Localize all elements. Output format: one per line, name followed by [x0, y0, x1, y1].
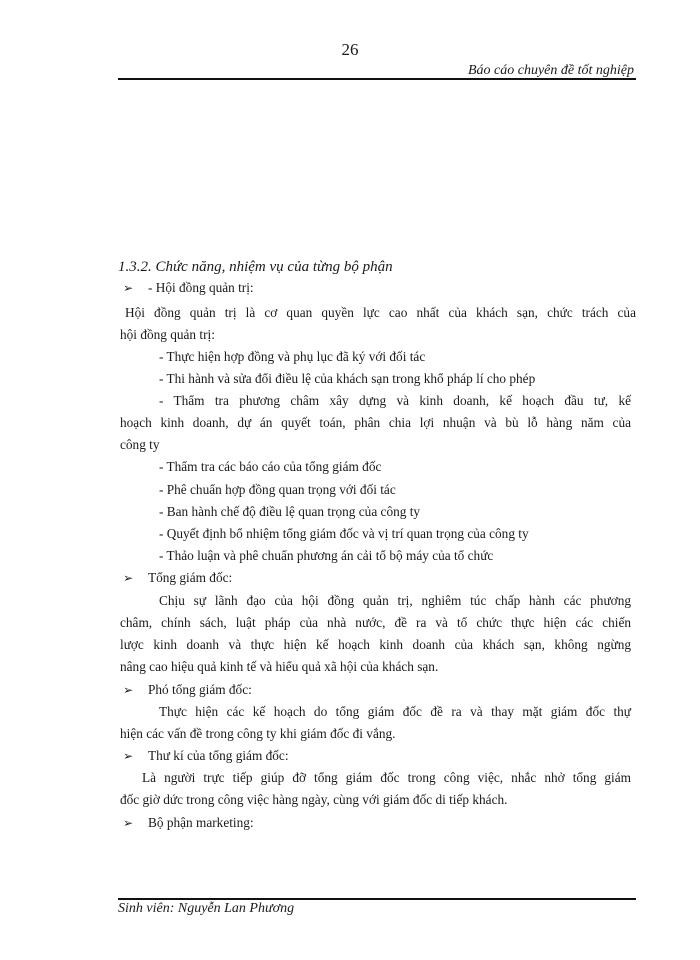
- list-item: - Phê chuẩn hợp đồng quan trọng với đối tác: [159, 482, 396, 497]
- footer-author: Sinh viên: Nguyễn Lan Phương: [118, 901, 295, 916]
- section-heading: 1.3.2. Chức năng, nhiệm vụ của từng bộ phận: [118, 259, 393, 275]
- bullet-arrow-icon: ➢: [123, 816, 134, 830]
- bullet-label: Phó tổng giám đốc:: [148, 682, 252, 697]
- list-item: - Thẩm tra phương châm xây dựng và kinh doanh, kế hoạch đầu tư, kế: [159, 393, 631, 408]
- list-item: - Thảo luận và phê chuẩn phương án cải tổ bộ máy của tổ chức: [159, 548, 494, 563]
- bullet-item-thu-ki: [123, 748, 289, 764]
- paragraph-line: hoạch kinh doanh, dự án quyết toán, phân chia lợi nhuận và bù lỗ hàng năm của: [120, 415, 631, 430]
- paragraph-line: châm, chính sách, luật pháp của nhà nước, đề ra và tổ chức thực hiện các chiến: [120, 615, 631, 630]
- paragraph-line: Thực hiện các kế hoạch do tổng giám đốc đề ra và thay mặt giám đốc thự: [159, 704, 631, 719]
- page-number: 26: [341, 40, 359, 59]
- list-item: - Thực hiện hợp đồng và phụ lục đã ký với đối tác: [159, 349, 426, 364]
- bullet-item-marketing: [123, 815, 254, 831]
- paragraph-line: Là người trực tiếp giúp đỡ tổng giám đốc trong công việc, nhắc nhở tổng giám: [142, 770, 631, 785]
- footer-rule: [118, 898, 636, 900]
- paragraph-line: công ty: [120, 437, 160, 452]
- bullet-arrow-icon: ➢: [123, 571, 134, 585]
- paragraph-line: hiện các vấn đề trong công ty khi giám đốc đi vắng.: [120, 726, 396, 741]
- bullet-label: Thư kí của tổng giám đốc:: [148, 748, 289, 763]
- bullet-item-hoi-dong-quan-tri: [123, 280, 254, 296]
- paragraph-line: lược kinh doanh và thực hiện kế hoạch kinh doanh của khách sạn, không ngừng: [120, 637, 631, 652]
- bullet-label: - Hội đồng quản trị:: [148, 280, 254, 295]
- list-item: - Thẩm tra các báo cáo của tổng giám đốc: [159, 459, 382, 474]
- header-rule: [118, 78, 636, 80]
- bullet-arrow-icon: ➢: [123, 281, 134, 295]
- bullet-item-pho-tong-giam-doc: [123, 682, 252, 698]
- bullet-arrow-icon: ➢: [123, 749, 134, 763]
- paragraph-line: Chịu sự lãnh đạo của hội đồng quản trị, nghiêm túc chấp hành các phương: [159, 593, 631, 608]
- bullet-item-tong-giam-doc: [123, 570, 232, 586]
- list-item: - Thi hành và sửa đổi điều lệ của khách sạn trong khổ pháp lí cho phép: [159, 371, 536, 386]
- header-title: Báo cáo chuyên đề tốt nghiệp: [467, 63, 634, 78]
- paragraph-line: nâng cao hiệu quả kinh tế và hiểu quả xã hội của khách sạn.: [120, 659, 439, 674]
- paragraph-line: đốc giờ dức trong công việc hàng ngày, cùng với giám đốc di tiếp khách.: [120, 792, 508, 807]
- list-item: - Ban hành chế độ điều lệ quan trọng của công ty: [159, 504, 421, 519]
- paragraph-line: Hội đồng quản trị là cơ quan quyền lực cao nhất của khách sạn, chức trách của: [125, 305, 636, 320]
- bullet-arrow-icon: ➢: [123, 683, 134, 697]
- bullet-label: Tổng giám đốc:: [148, 570, 233, 585]
- bullet-label: Bộ phận marketing:: [148, 815, 254, 830]
- paragraph-line: hội đồng quản trị:: [120, 327, 215, 342]
- list-item: - Quyết định bổ nhiệm tổng giám đốc và vị trí quan trọng của công ty: [159, 526, 529, 541]
